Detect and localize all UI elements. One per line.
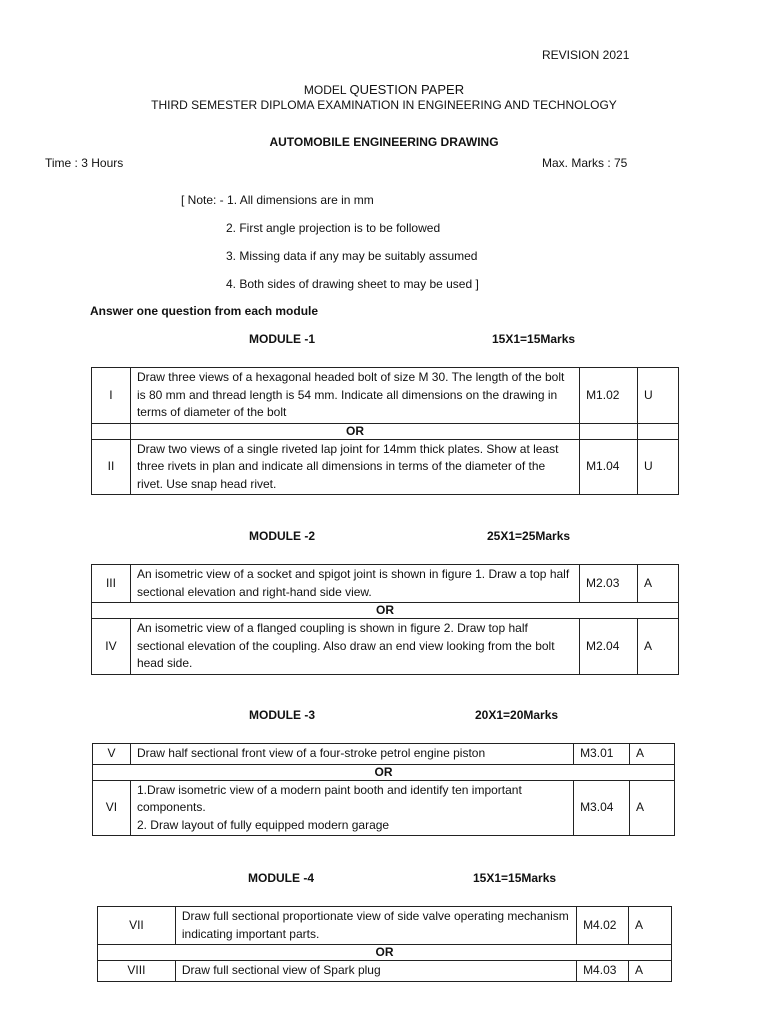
table-row (92, 603, 679, 619)
question-text: Draw three views of a hexagonal headed bolt of size M 30. The length of the bolt is 80 mm and thread length is 54 mm. Indicate all dimensions on the drawing in terms of diameter of the bolt (130, 368, 579, 424)
cognitive-level: A (629, 907, 672, 945)
outcome-code: M3.01 (574, 744, 630, 765)
outcome-code: M2.03 (580, 565, 638, 603)
question-number: II (92, 439, 131, 495)
subject-title: AUTOMOBILE ENGINEERING DRAWING (269, 135, 499, 149)
module-2-title: MODULE -2 (249, 529, 315, 543)
note-line-1: [ Note: - 1. All dimensions are in mm (181, 193, 374, 207)
module-3-marks: 20X1=20Marks (475, 708, 559, 722)
question-text: Draw two views of a single riveted lap joint for 14mm thick plates. Show at least three rivets in plan and indicate all dimensions in terms of the diameter of the rivet. Use snap head rivet. (130, 439, 579, 495)
table-row (92, 439, 679, 495)
table-row (92, 368, 679, 424)
module-2-marks: 25X1=25Marks (487, 529, 571, 543)
exam-title: THIRD SEMESTER DIPLOMA EXAMINATION IN ENGINEERING AND TECHNOLOGY (151, 98, 617, 112)
note-line-2: 2. First angle projection is to be followed (226, 221, 441, 235)
question-text: Draw half sectional front view of a four-stroke petrol engine piston (130, 744, 573, 765)
table-row (98, 907, 672, 945)
cognitive-level: A (630, 744, 675, 765)
note-line-3: 3. Missing data if any may be suitably assumed (226, 249, 478, 263)
question-text (130, 780, 573, 836)
or-label: OR (98, 945, 672, 961)
model-title (0, 82, 768, 97)
table-row (93, 764, 675, 780)
question-number: I (92, 368, 131, 424)
question-number: VI (93, 780, 131, 836)
question-number: VIII (98, 961, 176, 982)
empty-cell (580, 423, 638, 439)
module-1-marks: 15X1=15Marks (492, 332, 576, 346)
table-row (98, 961, 672, 982)
module-1-table (91, 367, 679, 495)
question-text-line: 1.Draw isometric view of a modern paint booth and identify ten important components. (136, 782, 522, 814)
question-number: III (92, 565, 131, 603)
empty-cell (638, 423, 679, 439)
model-prefix: MODEL (303, 83, 347, 97)
question-text: Draw full sectional view of Spark plug (175, 961, 576, 982)
module-3-title: MODULE -3 (249, 708, 315, 722)
revision-label: REVISION 2021 (542, 48, 630, 62)
or-label: OR (92, 603, 679, 619)
module-3-table (92, 743, 675, 836)
module-4-marks: 15X1=15Marks (473, 871, 557, 885)
outcome-code: M4.02 (577, 907, 629, 945)
cognitive-level: A (629, 961, 672, 982)
cognitive-level: A (638, 619, 679, 675)
module-4-table (97, 906, 672, 982)
question-text: An isometric view of a flanged coupling is shown in figure 2. Draw top half sectional elevation of the coupling. Also draw an end view looking from the bolt head side. (130, 619, 579, 675)
question-text: An isometric view of a socket and spigot joint is shown in figure 1. Draw a top half sectional elevation and right-hand side view. (130, 565, 579, 603)
instruction: Answer one question from each module (90, 304, 319, 318)
model-title-text: QUESTION PAPER (349, 82, 465, 97)
table-row (93, 780, 675, 836)
outcome-code: M4.03 (577, 961, 629, 982)
question-text-line: 2. Draw layout of fully equipped modern garage (136, 817, 390, 832)
max-marks-label: Max. Marks : 75 (542, 156, 628, 170)
or-label: OR (93, 764, 675, 780)
table-row (92, 423, 679, 439)
table-row (92, 619, 679, 675)
table-row (92, 565, 679, 603)
question-number: VII (98, 907, 176, 945)
cognitive-level: U (638, 368, 679, 424)
cognitive-level: A (638, 565, 679, 603)
question-text: Draw full sectional proportionate view of side valve operating mechanism indicating important parts. (175, 907, 576, 945)
outcome-code: M1.04 (580, 439, 638, 495)
cognitive-level: U (638, 439, 679, 495)
question-number: IV (92, 619, 131, 675)
table-row (98, 945, 672, 961)
module-4-title: MODULE -4 (248, 871, 314, 885)
question-number: V (93, 744, 131, 765)
module-1-title: MODULE -1 (249, 332, 315, 346)
outcome-code: M2.04 (580, 619, 638, 675)
cognitive-level: A (630, 780, 675, 836)
note-line-4: 4. Both sides of drawing sheet to may be used ] (226, 277, 479, 291)
time-label: Time : 3 Hours (45, 156, 124, 170)
outcome-code: M3.04 (574, 780, 630, 836)
module-2-table (91, 564, 679, 675)
or-label: OR (130, 423, 579, 439)
empty-cell (92, 423, 131, 439)
table-row (93, 744, 675, 765)
outcome-code: M1.02 (580, 368, 638, 424)
